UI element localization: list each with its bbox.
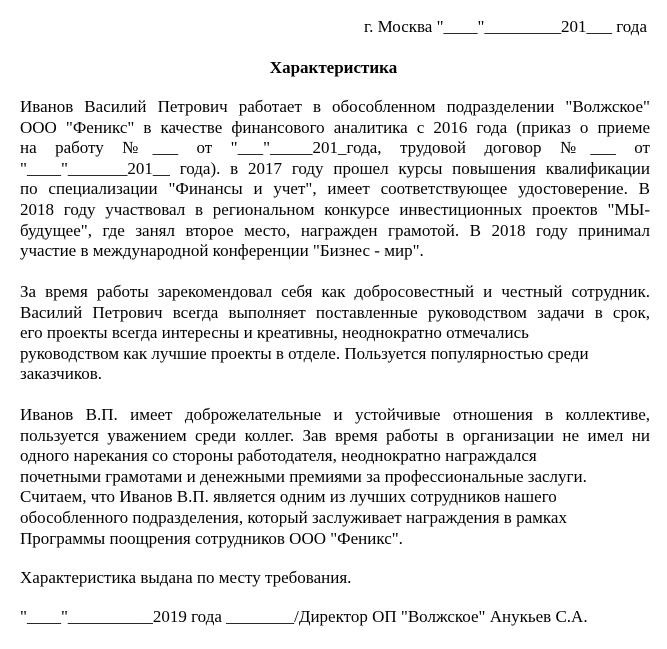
text-line: пользуется уважением среди коллег. Зав время работы в организации не имел ни bbox=[20, 425, 650, 445]
paragraph-relations bbox=[20, 405, 650, 549]
text-line: За время работы зарекомендовал себя как добросовестный и честный сотрудник. bbox=[20, 282, 650, 301]
paragraph-employment bbox=[20, 97, 650, 262]
place-and-date-line: г. Москва "____"_________201___ года bbox=[364, 17, 647, 36]
text-line: обособленного подразделения, который заслуживает награждения в рамках bbox=[20, 507, 567, 527]
text-line: на работу №___ от "___"_____201_года, трудовой договор №___ от bbox=[20, 138, 650, 158]
text-line: Характеристика выдана по месту требования. bbox=[20, 568, 352, 587]
text-line: Иванов В.П. имеет доброжелательные и устойчивые отношения в коллективе, bbox=[20, 405, 650, 424]
text-line: руководством как лучшие проекты в отделе. Пользуется популярностью среди bbox=[20, 343, 589, 363]
signature-line: "____"__________2019 года ________/Директор ОП "Волжское" Анукьев С.А. bbox=[20, 607, 588, 626]
text-line: одного нарекания со стороны работодателя, неоднократно награждался bbox=[20, 446, 537, 466]
paragraph-performance bbox=[20, 282, 650, 385]
text-line: Программы поощрения сотрудников ООО "Феникс". bbox=[20, 528, 403, 548]
document-title: Характеристика bbox=[269, 58, 398, 77]
text-line: по специализации "Финансы и учет", имеет соответствующее удостоверение. В bbox=[20, 179, 650, 199]
text-line: Считаем, что Иванов В.П. является одним из лучших сотрудников нашего bbox=[20, 487, 557, 507]
text-line: "____"_______201__ года). в 2017 году прошел курсы повышения квалификации bbox=[20, 158, 650, 178]
text-line: участие в международной конференции "Бизнес - мир". bbox=[20, 241, 424, 261]
text-line: почетными грамотами и денежными премиями за профессиональные заслуги. bbox=[20, 466, 587, 486]
text-line: Василий Петрович всегда выполняет поставленные руководством задачи в срок, bbox=[20, 302, 650, 322]
text-line: 2018 году участвовал в региональном конкурсе инвестиционных проектов "МЫ- bbox=[20, 199, 650, 219]
text-line: заказчиков. bbox=[20, 364, 103, 384]
text-line: Иванов Василий Петрович работает в обособленном подразделении "Волжское" bbox=[20, 97, 650, 116]
text-line: будущее", где занял второе место, награжден грамотой. В 2018 году принимал bbox=[20, 220, 650, 240]
text-line: ООО "Феникс" в качестве финансового аналитика с 2016 года (приказ о приеме bbox=[20, 117, 650, 137]
text-line: его проекты всегда интересны и креативны, неоднократно отмечались bbox=[20, 323, 529, 343]
paragraph-issued-for bbox=[20, 568, 650, 589]
